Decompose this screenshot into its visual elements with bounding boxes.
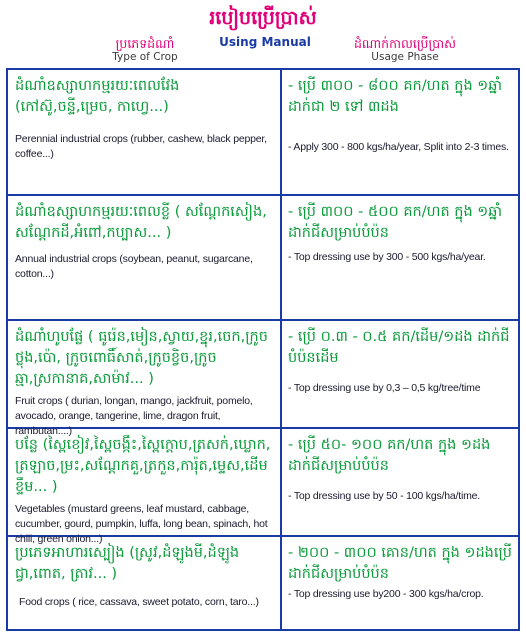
page-title: របៀបប្រើប្រាស់ [209,7,317,29]
crop-cell [8,321,280,439]
usage-en: - Top dressing use by 300 - 500 kgs/ha/year. [288,251,486,263]
table-row [8,70,518,196]
usage-en: - Apply 300 - 800 kgs/ha/year, Split into 2-3 times. [288,141,509,153]
crop-cell [8,70,280,162]
usage-en: - Top dressing use by200 - 300 kgs/ha/crop. [288,588,484,600]
usage-kh: - ២០០ - ៣០០ គោន/ហត ក្នុង ១ដងប្រើ ដាក់ជីសម្រាប់បំប៉ន [288,545,512,582]
crop-kh: ដំណាំហូបផ្លែ ( ធូរ៉េន,មៀន,ស្វាយ,ខ្នុរ,ចេក,ក្រូចថ្លុង,ប៉ោ, ក្រូចពោធិ៍សាត់,ក្រូចខ្វិច,ក្រូចឆ្មា,ស្រកានាគ,សាម៉ាវ... ) [15,329,268,387]
usage-phase-header-kh: ដំណាក់កាលប្រើប្រាស់ [353,36,457,51]
crop-kh: ប្រភេទអាហារស្បៀង (ស្រូវ,ដំឡូងមី,ដំឡូងជ្វា,ពោត, ត្រាវ... ) [15,545,240,582]
crop-kh: បន្លែ (ស្ពៃខៀវ,ស្ពៃចង្កឹះ,ស្ពៃក្តោប,ត្រសក់,ឃ្លោក, ត្រឡាច,ម្រះ,សណ្តែកគួ,ត្រកួន,ការ៉ុត,ម្ទេស,ដើមខ្ទឹម... ) [15,437,271,495]
crop-cell [8,429,280,547]
usage-cell [282,429,518,504]
usage-cell [282,196,518,265]
crop-en: Perennial industrial crops (rubber, cashew, black pepper, coffee...) [15,133,267,160]
table-row [8,429,518,545]
crop-en: Food crops ( rice, cassava, sweet potato, corn, taro...) [19,596,259,608]
table-row [8,321,518,437]
usage-table [6,68,520,631]
usage-phase-header [300,36,510,64]
usage-kh: - ប្រើ ៣០០ - ៨០០ គក/ហត ក្នុង ១ឆ្នាំ ដាក់ជា ២ ទៅ ៣ដង [288,78,503,115]
usage-kh: - ប្រើ ០.៣ - ០.៥ គក/ដើម/១ដង ដាក់ជីបំប៉នដើម [288,329,510,366]
crop-type-header-kh: ប្រភេទដំណាំ [115,36,175,51]
crop-kh: ដំណាំឧស្សាហកម្មរយៈពេលវែង (កៅស៊ូ,ចន្ទី,ម្រេច, កាហ្វេ...) [15,78,180,115]
usage-en: - Top dressing use by 50 - 100 kgs/ha/time. [288,490,480,502]
usage-phase-header-en: Usage Phase [371,51,439,63]
crop-en: Fruit crops ( durian, longan, mango, jackfruit, pomelo, avocado, orange, tangerine, lime, dragon fruit, rambutan....) [15,395,253,437]
table-row [8,196,518,321]
crop-type-header-en: Type of Crop [112,51,178,63]
usage-kh: - ប្រើ ៣០០ - ៥០០ គក/ហត ក្នុង ១ឆ្នាំ ដាក់ជីសម្រាប់បំប៉ន [288,204,503,241]
crop-cell [8,196,280,282]
using-manual-header: Using Manual [219,35,311,49]
usage-en: - Top dressing use by 0,3 – 0,5 kg/tree/time [288,382,481,394]
usage-kh: - ប្រើ ៥០- ១០០ គក/ហត ក្នុង ១ដង ដាក់ជីសម្រាប់បំប៉ន [288,437,491,474]
crop-kh: ដំណាំឧស្សាហកម្មរយៈពេលខ្លី ( សណ្តែកសៀង, សណ្តែកដី,អំពៅ,កប្បាស... ) [15,204,267,241]
table-row [8,537,518,629]
usage-cell [282,70,518,155]
crop-en: Annual industrial crops (soybean, peanut, sugarcane, cotton...) [15,253,253,280]
crop-en: Vegetables (mustard greens, leaf mustard, cabbage, cucumber, gourd, pumpkin, luffa, long bean, spinach, hot chili, green onion...) [15,503,268,545]
crop-cell [8,537,280,610]
usage-cell [282,321,518,396]
usage-cell [282,537,518,602]
crop-type-header [70,36,220,64]
